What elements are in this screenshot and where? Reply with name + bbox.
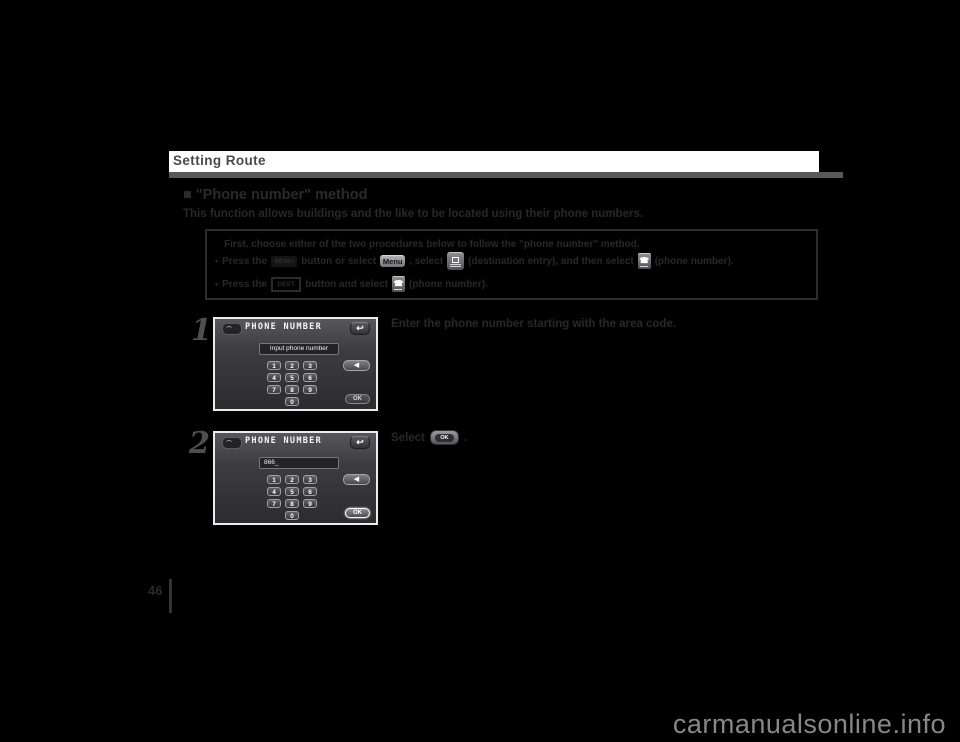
destination-entry-icon xyxy=(447,252,464,270)
key-3[interactable]: 3 xyxy=(303,475,317,484)
phone-icon: ☎ xyxy=(393,279,404,288)
bullet1-text: (destination entry), and then select xyxy=(468,255,634,267)
section-description: This function allows buildings and the like to be located using their phone numbers. xyxy=(183,208,644,220)
bullet1-text: button or select xyxy=(301,255,377,267)
screenshot-phone-number-empty xyxy=(213,317,378,411)
key-6[interactable]: 6 xyxy=(303,487,317,496)
step-2-instruction xyxy=(391,430,467,445)
step-1-instruction: Enter the phone number starting with the area code. xyxy=(391,318,676,330)
page-number: 46 xyxy=(148,583,163,598)
key-8[interactable]: 8 xyxy=(285,385,299,394)
screen-title: PHONE NUMBER xyxy=(245,322,323,332)
step-2-text: Select xyxy=(391,431,425,444)
menu-hard-button: MENU xyxy=(271,256,297,267)
phone-number-input[interactable]: 866_ xyxy=(259,457,339,469)
backspace-button[interactable]: ◀ xyxy=(343,360,370,371)
note-bullet-2 xyxy=(215,276,488,292)
screenshot-phone-number-entered xyxy=(213,431,378,525)
key-7[interactable]: 7 xyxy=(267,385,281,394)
bullet1-text: (phone number). xyxy=(654,255,734,267)
key-4[interactable]: 4 xyxy=(267,373,281,382)
return-icon[interactable]: ↩ xyxy=(350,322,370,335)
step-2-number: 2 xyxy=(189,426,210,461)
watermark: carmanualsonline.info xyxy=(672,709,946,739)
return-icon[interactable]: ↩ xyxy=(350,436,370,449)
bullet-icon: • xyxy=(215,256,219,266)
phone-number-icon xyxy=(638,253,651,269)
page-number-divider xyxy=(169,579,172,613)
key-9[interactable]: 9 xyxy=(303,499,317,508)
destination-entry-glyph xyxy=(452,257,459,263)
bullet-icon: • xyxy=(215,279,219,289)
bullet1-text: Press the xyxy=(222,255,268,267)
nav-screen xyxy=(215,433,376,523)
phone-number-icon xyxy=(392,276,405,292)
section-header-band xyxy=(169,151,819,172)
ok-button[interactable]: OK xyxy=(345,508,370,518)
phone-icon: ☎ xyxy=(639,256,650,265)
ok-button[interactable]: OK xyxy=(345,394,370,404)
note-intro: First, choose either of the two procedures below to follow the "phone number" method. xyxy=(224,239,640,250)
key-6[interactable]: 6 xyxy=(303,373,317,382)
ok-button-label: OK xyxy=(435,434,454,442)
key-7[interactable]: 7 xyxy=(267,499,281,508)
section-header-title: Setting Route xyxy=(173,153,266,168)
key-4[interactable]: 4 xyxy=(267,487,281,496)
bullet2-text: (phone number). xyxy=(408,278,488,290)
procedure-note-box xyxy=(205,229,818,300)
header-rule xyxy=(169,172,843,178)
menu-soft-button: Menu xyxy=(380,255,405,267)
key-2[interactable]: 2 xyxy=(285,361,299,370)
screen-title: PHONE NUMBER xyxy=(245,436,323,446)
key-0[interactable]: 0 xyxy=(285,511,299,520)
key-0[interactable]: 0 xyxy=(285,397,299,406)
backspace-button[interactable]: ◀ xyxy=(343,474,370,485)
key-1[interactable]: 1 xyxy=(267,475,281,484)
dest-hard-button: DEST xyxy=(271,277,301,292)
home-icon[interactable] xyxy=(222,323,242,335)
key-2[interactable]: 2 xyxy=(285,475,299,484)
nav-screen xyxy=(215,319,376,409)
key-3[interactable]: 3 xyxy=(303,361,317,370)
ok-button-graphic xyxy=(430,430,459,445)
key-1[interactable]: 1 xyxy=(267,361,281,370)
phone-number-input[interactable]: Input phone number xyxy=(259,343,339,355)
key-5[interactable]: 5 xyxy=(285,487,299,496)
note-bullet-1 xyxy=(215,252,734,270)
home-icon[interactable] xyxy=(222,437,242,449)
key-8[interactable]: 8 xyxy=(285,499,299,508)
key-5[interactable]: 5 xyxy=(285,373,299,382)
page-title: ■ "Phone number" method xyxy=(183,187,368,203)
step-1-number: 1 xyxy=(191,313,212,348)
bullet2-text: Press the xyxy=(222,278,268,290)
bullet2-text: button and select xyxy=(305,278,388,290)
key-9[interactable]: 9 xyxy=(303,385,317,394)
bullet1-text: , select xyxy=(409,255,444,267)
step-2-text: . xyxy=(463,431,468,444)
